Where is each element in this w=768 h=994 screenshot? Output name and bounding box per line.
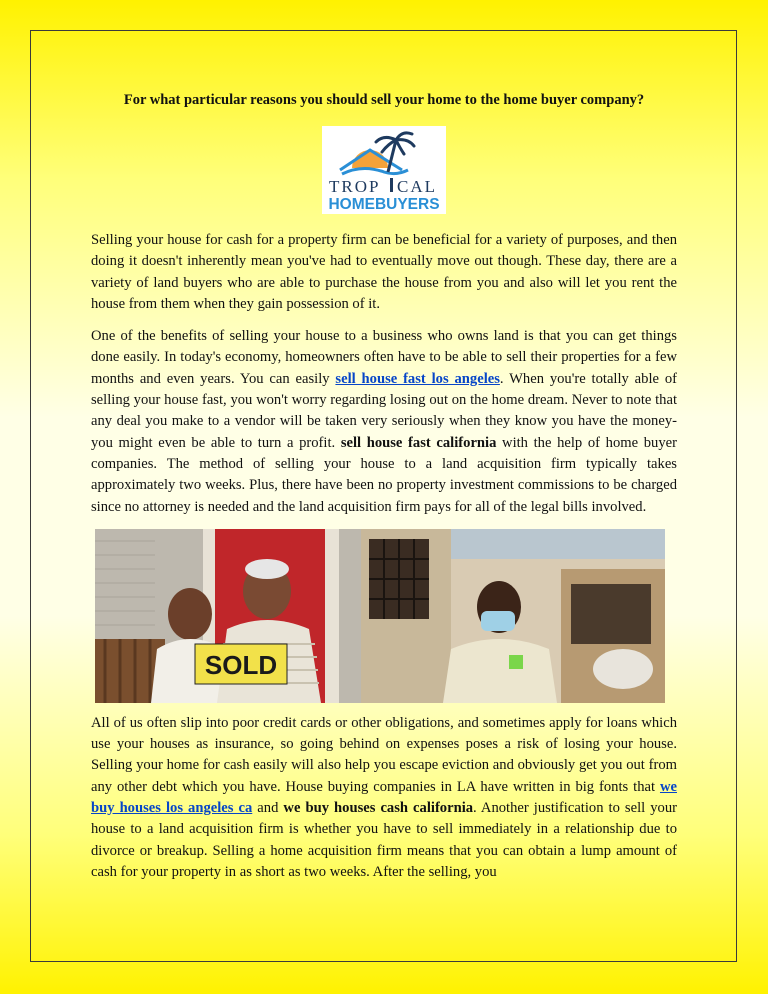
logo-container bbox=[91, 126, 677, 214]
paragraph-2-text-b: . When you're totally able of selling your house fast, you won't worry regarding losing out on the home dream. Never to note that any deal you make to a vendor will be taken very seriously when they know you have the money-you might even be able to turn a profit. bbox=[91, 370, 677, 451]
paragraph-3 bbox=[91, 713, 677, 883]
paragraph-3-text-b: and bbox=[252, 800, 284, 817]
sell-house-fast-los-angeles-link[interactable]: sell house fast los angeles bbox=[335, 370, 500, 387]
paragraph-2 bbox=[91, 326, 677, 518]
paragraph-3-text-c: . Another justification to sell your house to a land acquisition firm is whether you have to sell immediately in a relationship due to divorce or breakup. Selling a home acquisition firm means that you can obtain a lump amount of cash for your property in as short as two weeks. After the selling, you bbox=[91, 800, 677, 880]
photo-collage bbox=[95, 529, 665, 703]
we-buy-houses-los-angeles-ca-link[interactable]: we buy houses los angeles ca bbox=[91, 778, 677, 817]
logo-text-homebuyers: HOMEBUYERS bbox=[328, 196, 440, 213]
logo-text-right: CAL bbox=[397, 177, 437, 196]
logo-text-left: TROP bbox=[329, 177, 381, 196]
sold-sign-text: SOLD bbox=[204, 649, 278, 680]
paragraph-1: Selling your house for cash for a property firm can be beneficial for a variety of purposes, and then doing it doesn't inherently mean you've had to eventually move out though. These day, there are a variety of land buyers who are able to purchase the house from you and also will let you rent the house from them when they gain possession of it. bbox=[91, 232, 677, 312]
document-content bbox=[91, 90, 677, 894]
paragraph-2-text-c: with the help of home buyer companies. The method of selling your house to a land acquisition firm typically takes approximately two weeks. Plus, there have been no property investment commissions to be charged since no attorney is needed and the land acquisition firm pays for all of the legal bills involved. bbox=[91, 434, 677, 515]
paragraph-2-bold: sell house fast california bbox=[340, 434, 497, 451]
masked-worker-photo bbox=[361, 529, 665, 703]
couple-sold-sign-photo bbox=[95, 529, 361, 703]
page-title: For what particular reasons you should sell your home to the home buyer company? bbox=[123, 92, 645, 108]
paragraph-3-text-a: All of us often slip into poor credit cards or other obligations, and sometimes apply for loans which use your houses as insurance, so going behind on expenses poses a risk of losing your house. Selling your home for cash easily will also help you escape eviction and obviously get you out from any other debt which you have. House buying companies in LA have written in big fonts that bbox=[91, 714, 677, 795]
tropical-homebuyers-logo bbox=[322, 126, 446, 214]
paragraph-3-bold: we buy houses cash california bbox=[283, 800, 474, 817]
paragraph-2-text-a: One of the benefits of selling your house to a business who owns land is that you can get things done easily. In today's economy, homeowners often have to be able to sell their properties for a few months and even years. You can easily bbox=[91, 328, 677, 387]
